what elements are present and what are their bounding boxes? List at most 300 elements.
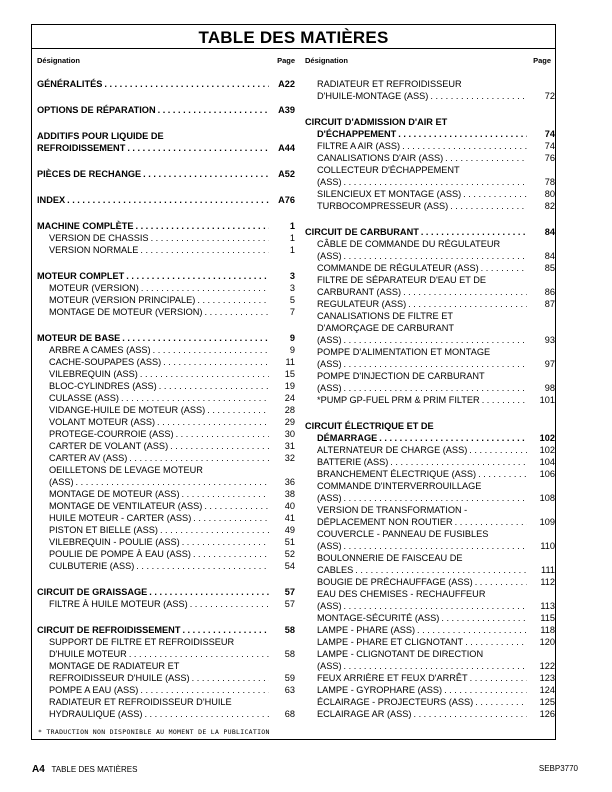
toc-entry <box>37 78 295 90</box>
entry-title: MACHINE COMPLÈTE <box>37 221 134 231</box>
footnote: * TRADUCTION NON DISPONIBLE AU MOMENT DE LA PUBLICATION <box>38 728 270 736</box>
toc-entry <box>305 696 555 708</box>
toc-entry <box>305 684 555 696</box>
page-header: Page <box>533 56 551 65</box>
toc-entry <box>37 500 295 512</box>
dot-leader <box>413 708 527 720</box>
entry-page: 84 <box>544 251 555 261</box>
entry-title: *PUMP GP-FUEL PRM & PRIM FILTER <box>317 395 480 405</box>
footer-code: SEBP3770 <box>538 764 578 773</box>
entry-page: 31 <box>284 441 295 451</box>
toc-entry <box>37 672 295 684</box>
toc-entry <box>305 128 555 140</box>
column-header <box>305 56 555 78</box>
dot-leader <box>470 672 527 684</box>
section-gap <box>37 206 295 220</box>
page-title: TABLE DES MATIÈRES <box>198 28 389 47</box>
entry-page: 59 <box>284 673 295 683</box>
entry-title: ARBRE A CAMES (ASS) <box>49 345 151 355</box>
entry-title: ALTERNATEUR DE CHARGE (ASS) <box>317 445 468 455</box>
dot-leader <box>444 684 527 696</box>
toc-entry <box>305 250 555 262</box>
toc-entry <box>305 286 555 298</box>
toc-entry <box>305 444 555 456</box>
entry-title: LAMPE - PHARE ET CLIGNOTANT <box>317 637 464 647</box>
dot-leader <box>170 440 269 452</box>
entry-title: (ASS) <box>317 359 342 369</box>
dot-leader <box>160 524 269 536</box>
toc-entry <box>305 394 555 406</box>
entry-page: 122 <box>539 661 555 671</box>
entry-page: 41 <box>284 513 295 523</box>
toc-entry <box>37 194 295 206</box>
entry-page: 102 <box>539 433 555 443</box>
entry-page: 9 <box>289 345 295 355</box>
dot-leader <box>355 564 527 576</box>
dot-leader <box>482 394 527 406</box>
dot-leader <box>190 598 269 610</box>
column-header <box>37 56 295 78</box>
entry-page: 113 <box>540 601 555 611</box>
section-gap <box>305 212 555 226</box>
toc-entry <box>305 334 555 346</box>
entry-title-line: LAMPE - CLIGNOTANT DE DIRECTION <box>317 649 484 659</box>
entry-page: 9 <box>289 333 295 343</box>
entry-title: REGULATEUR (ASS) <box>317 299 407 309</box>
dot-leader <box>135 220 269 232</box>
dot-leader <box>182 624 269 636</box>
section-gap <box>37 180 295 194</box>
entry-page: 86 <box>544 287 555 297</box>
toc-entry <box>37 392 295 404</box>
toc-entry <box>305 468 555 480</box>
entry-page: 110 <box>540 541 555 551</box>
entry-title-line: OEILLETONS DE LEVAGE MOTEUR <box>49 465 203 475</box>
entry-title: FEUX ARRIÈRE ET FEUX D'ARRÊT <box>317 673 468 683</box>
toc-entry <box>37 428 295 440</box>
section-gap <box>37 610 295 624</box>
entry-page: 120 <box>539 637 555 647</box>
entry-title: REFROIDISSEUR D'HUILE (ASS) <box>49 673 190 683</box>
entry-title: MONTAGE-SÉCURITÉ (ASS) <box>317 613 440 623</box>
entry-title: POMPE A EAU (ASS) <box>49 685 139 695</box>
entry-page: 111 <box>541 565 555 575</box>
entry-title: CULASSE (ASS) <box>49 393 119 403</box>
entry-title: (ASS) <box>317 493 342 503</box>
toc-entry <box>37 332 295 344</box>
dot-leader <box>136 560 269 572</box>
toc-entry <box>305 576 555 588</box>
section-gap <box>305 406 555 420</box>
left-column <box>37 56 295 720</box>
toc-entry <box>37 684 295 696</box>
entry-page: 123 <box>539 673 555 683</box>
entry-page: 76 <box>544 153 555 163</box>
section-gap <box>37 256 295 270</box>
entry-page: A52 <box>278 169 295 179</box>
entry-title: VILEBREQUIN - POULIE (ASS) <box>49 537 180 547</box>
entry-title-line: CIRCUIT ÉLECTRIQUE ET DE <box>305 421 434 431</box>
dot-leader <box>182 488 270 500</box>
dot-leader <box>127 142 269 154</box>
entry-title: HUILE MOTEUR - CARTER (ASS) <box>49 513 192 523</box>
dot-leader <box>204 500 269 512</box>
toc-entry <box>37 168 295 180</box>
entry-page: 1 <box>289 233 295 243</box>
toc-entry <box>37 524 295 536</box>
entry-title: TURBOCOMPRESSEUR (ASS) <box>317 201 449 211</box>
toc-entry <box>305 200 555 212</box>
dot-leader <box>151 232 269 244</box>
footer-section: TABLE DES MATIÈRES <box>51 765 138 774</box>
entry-title: (ASS) <box>317 177 342 187</box>
entry-title: (ASS) <box>317 251 342 261</box>
entry-title: BOUGIE DE PRÉCHAUFFAGE (ASS) <box>317 577 473 587</box>
toc-entry <box>37 586 295 598</box>
entry-page: 104 <box>539 457 555 467</box>
entry-page: 1 <box>289 245 295 255</box>
entry-page: A22 <box>278 79 295 89</box>
toc-entry <box>37 536 295 548</box>
entry-page: 84 <box>544 227 555 237</box>
entry-title-line: CIRCUIT D'ADMISSION D'AIR ET <box>305 117 448 127</box>
dot-leader <box>193 548 269 560</box>
entry-page: 57 <box>284 599 295 609</box>
entry-title: CIRCUIT DE REFROIDISSEMENT <box>37 625 181 635</box>
dot-leader <box>398 128 527 140</box>
entry-page: 124 <box>539 685 555 695</box>
dot-leader <box>121 392 269 404</box>
entry-title: CIRCUIT DE CARBURANT <box>305 227 419 237</box>
section-gap <box>305 102 555 116</box>
dot-leader <box>193 512 269 524</box>
entry-page: 54 <box>284 561 295 571</box>
entry-title: D'ÉCHAPPEMENT <box>317 129 397 139</box>
dot-leader <box>126 270 269 282</box>
toc-entry <box>305 382 555 394</box>
toc-entry <box>305 516 555 528</box>
entry-title: VILEBREQUIN (ASS) <box>49 369 138 379</box>
dot-leader <box>149 586 269 598</box>
dot-leader <box>207 404 269 416</box>
entry-title: MOTEUR COMPLET <box>37 271 125 281</box>
dot-leader <box>344 600 527 612</box>
dot-leader <box>344 176 527 188</box>
entry-title: REFROIDISSEMENT <box>37 143 126 153</box>
toc-entry <box>37 648 295 660</box>
dot-leader <box>104 78 269 90</box>
entry-title: ÉCLAIRAGE - PROJECTEURS (ASS) <box>317 697 474 707</box>
dot-leader <box>455 516 527 528</box>
entry-title: MOTEUR DE BASE <box>37 333 121 343</box>
entry-page: 29 <box>284 417 295 427</box>
entry-page: 106 <box>539 469 555 479</box>
designation-header: Désignation <box>305 56 348 65</box>
entry-page: 57 <box>284 587 295 597</box>
entry-title: CULBUTERIE (ASS) <box>49 561 135 571</box>
entry-title: MONTAGE DE MOTEUR (ASS) <box>49 489 180 499</box>
entry-title-line: D'AMORÇAGE DE CARBURANT <box>317 323 455 333</box>
entry-page: 101 <box>539 395 555 405</box>
dot-leader <box>140 684 269 696</box>
entry-title-line: COMMANDE D'INTERVERROUILLAGE <box>317 481 482 491</box>
toc-entry <box>37 220 295 232</box>
entry-title-line: POMPE D'INJECTION DE CARBURANT <box>317 371 485 381</box>
dot-leader <box>390 456 527 468</box>
entry-title: PROTEGE-COURROIE (ASS) <box>49 429 174 439</box>
entry-title-line: EAU DES CHEMISES - RECHAUFFEUR <box>317 589 486 599</box>
dot-leader <box>430 90 527 102</box>
entry-title: (ASS) <box>317 601 342 611</box>
entry-title: LAMPE - GYROPHARE (ASS) <box>317 685 443 695</box>
entry-page: 74 <box>544 141 555 151</box>
dot-leader <box>129 648 269 660</box>
entry-page: 125 <box>539 697 555 707</box>
entry-page: 19 <box>284 381 295 391</box>
toc-entry <box>305 90 555 102</box>
toc-entry <box>37 624 295 636</box>
entry-page: 1 <box>289 221 295 231</box>
toc-entry <box>37 344 295 356</box>
entry-page: 58 <box>284 649 295 659</box>
entry-title-line: COUVERCLE - PANNEAU DE FUSIBLES <box>317 529 489 539</box>
entry-title-line: MONTAGE DE RADIATEUR ET <box>49 661 180 671</box>
title-divider <box>32 48 555 49</box>
dot-leader <box>379 432 527 444</box>
dot-leader <box>403 286 527 298</box>
toc-entry <box>37 294 295 306</box>
entry-title: LAMPE - PHARE (ASS) <box>317 625 416 635</box>
entry-title: BATTERIE (ASS) <box>317 457 389 467</box>
entry-page: 102 <box>539 445 555 455</box>
toc-entry <box>37 512 295 524</box>
entry-title: VIDANGE-HUILE DE MOTEUR (ASS) <box>49 405 206 415</box>
entry-page: 36 <box>284 477 295 487</box>
entry-page: 63 <box>284 685 295 695</box>
dot-leader <box>158 104 269 116</box>
entry-page: 115 <box>540 613 555 623</box>
dot-leader <box>159 380 269 392</box>
toc-entry <box>305 140 555 152</box>
dot-leader <box>67 194 269 206</box>
entry-page: 126 <box>539 709 555 719</box>
entry-title: CANALISATIONS D'AIR (ASS) <box>317 153 444 163</box>
toc-entry <box>37 560 295 572</box>
entry-title: SILENCIEUX ET MONTAGE (ASS) <box>317 189 462 199</box>
toc-entry <box>37 306 295 318</box>
toc-entry <box>305 188 555 200</box>
entry-title: (ASS) <box>317 661 342 671</box>
entry-page: 58 <box>284 625 295 635</box>
toc-entry <box>37 404 295 416</box>
dot-leader <box>463 188 527 200</box>
toc-entry <box>305 262 555 274</box>
dot-leader <box>445 152 527 164</box>
dot-leader <box>450 200 527 212</box>
entry-page: 49 <box>284 525 295 535</box>
dot-leader <box>153 344 269 356</box>
dot-leader <box>344 382 527 394</box>
entry-page: 28 <box>284 405 295 415</box>
entry-title: PIÈCES DE RECHANGE <box>37 169 142 179</box>
dot-leader <box>408 298 527 310</box>
dot-leader <box>475 696 527 708</box>
dot-leader <box>475 576 527 588</box>
entry-title: FILTRE À HUILE MOTEUR (ASS) <box>49 599 188 609</box>
entry-title: DÉMARRAGE <box>317 433 378 443</box>
dot-leader <box>421 226 527 238</box>
entry-title: HYDRAULIQUE (ASS) <box>49 709 143 719</box>
toc-entry <box>305 492 555 504</box>
entry-page: 32 <box>284 453 295 463</box>
entry-page: A44 <box>278 143 295 153</box>
dot-leader <box>344 250 527 262</box>
dot-leader <box>144 708 269 720</box>
entry-title: CACHE-SOUPAPES (ASS) <box>49 357 162 367</box>
dot-leader <box>141 282 269 294</box>
toc-entry <box>37 244 295 256</box>
dot-leader <box>344 334 527 346</box>
entry-page: 97 <box>544 359 555 369</box>
entry-title: D'HUILE MOTEUR <box>49 649 127 659</box>
entry-title-line: RADIATEUR ET REFROIDISSEUR <box>317 79 462 89</box>
designation-header: Désignation <box>37 56 80 65</box>
entry-title-line: VERSION DE TRANSFORMATION - <box>317 505 468 515</box>
dot-leader <box>465 636 527 648</box>
dot-leader <box>204 306 269 318</box>
entry-title: OPTIONS DE RÉPARATION <box>37 105 156 115</box>
toc-entry <box>305 540 555 552</box>
toc-entry <box>37 708 295 720</box>
entry-page: 93 <box>544 335 555 345</box>
dot-leader <box>344 358 527 370</box>
entry-title: POULIE DE POMPE À EAU (ASS) <box>49 549 191 559</box>
entry-title: FILTRE A AIR (ASS) <box>317 141 401 151</box>
dot-leader <box>176 428 269 440</box>
entry-title-line: POMPE D'ALIMENTATION ET MONTAGE <box>317 347 491 357</box>
toc-entry <box>37 270 295 282</box>
dot-leader <box>469 444 527 456</box>
section-gap <box>37 116 295 130</box>
dot-leader <box>441 612 527 624</box>
entry-title-line: RADIATEUR ET REFROIDISSEUR D'HUILE <box>49 697 232 707</box>
entry-page: 87 <box>544 299 555 309</box>
entry-title: CARBURANT (ASS) <box>317 287 402 297</box>
page-header: Page <box>277 56 295 65</box>
entry-page: 7 <box>289 307 295 317</box>
entry-page: A76 <box>278 195 295 205</box>
entry-title-line: COLLECTEUR D'ÉCHAPPEMENT <box>317 165 460 175</box>
entry-title: GÉNÉRALITÉS <box>37 79 103 89</box>
footer-page-number: A4 <box>32 764 45 775</box>
entry-title-line: SUPPORT DE FILTRE ET REFROIDISSEUR <box>49 637 235 647</box>
entry-title: INDEX <box>37 195 66 205</box>
entry-title-line: ADDITIFS POUR LIQUIDE DE <box>37 131 164 141</box>
entry-title: CARTER AV (ASS) <box>49 453 128 463</box>
entry-title: COMMANDE DE RÉGULATEUR (ASS) <box>317 263 479 273</box>
entry-page: 38 <box>284 489 295 499</box>
dot-leader <box>192 672 269 684</box>
toc-entry <box>37 368 295 380</box>
dot-leader <box>140 368 269 380</box>
entry-page: 85 <box>544 263 555 273</box>
toc-entry <box>37 476 295 488</box>
entry-page: 52 <box>284 549 295 559</box>
toc-entry <box>37 548 295 560</box>
footer-left <box>32 764 137 775</box>
dot-leader <box>143 168 269 180</box>
dot-leader <box>478 468 527 480</box>
dot-leader <box>481 262 527 274</box>
dot-leader <box>140 244 269 256</box>
toc-entry <box>305 600 555 612</box>
toc-entry <box>305 226 555 238</box>
entry-title: MOTEUR (VERSION PRINCIPALE) <box>49 295 196 305</box>
toc-entry <box>305 672 555 684</box>
toc-entry <box>37 488 295 500</box>
toc-entry <box>37 232 295 244</box>
entry-page: 3 <box>289 271 295 281</box>
entry-page: 24 <box>284 393 295 403</box>
entry-title: CARTER DE VOLANT (ASS) <box>49 441 169 451</box>
entry-title: BLOC-CYLINDRES (ASS) <box>49 381 157 391</box>
entry-title: PISTON ET BIELLE (ASS) <box>49 525 158 535</box>
entry-page: 3 <box>289 283 295 293</box>
toc-entry <box>305 176 555 188</box>
dot-leader <box>197 294 269 306</box>
entry-page: 68 <box>284 709 295 719</box>
entry-title: MONTAGE DE MOTEUR (VERSION) <box>49 307 203 317</box>
toc-entry <box>305 636 555 648</box>
entry-page: 5 <box>289 295 295 305</box>
entry-title-line: CANALISATIONS DE FILTRE ET <box>317 311 453 321</box>
entry-title: DÉPLACEMENT NON ROUTIER <box>317 517 453 527</box>
entry-title: ECLAIRAGE AR (ASS) <box>317 709 412 719</box>
entry-title: MOTEUR (VERSION) <box>49 283 139 293</box>
toc-entry <box>305 152 555 164</box>
toc-entry <box>305 298 555 310</box>
entry-page: 74 <box>544 129 555 139</box>
entry-page: 80 <box>544 189 555 199</box>
toc-entry <box>37 380 295 392</box>
entry-page: A39 <box>278 105 295 115</box>
entry-title-line: BOULONNERIE DE FAISCEAU DE <box>317 553 463 563</box>
entry-page: 11 <box>285 357 295 367</box>
toc-entry <box>37 416 295 428</box>
entry-title: VERSION NORMALE <box>49 245 139 255</box>
entry-title: CABLES <box>317 565 354 575</box>
toc-frame <box>31 24 556 740</box>
section-gap <box>37 154 295 168</box>
entry-page: 118 <box>540 625 555 635</box>
dot-leader <box>344 660 527 672</box>
entry-title: (ASS) <box>49 477 74 487</box>
entry-page: 109 <box>539 517 555 527</box>
toc-entry <box>37 440 295 452</box>
toc-entry <box>305 564 555 576</box>
section-gap <box>37 318 295 332</box>
toc-entry <box>305 708 555 720</box>
section-gap <box>37 90 295 104</box>
entry-page: 51 <box>284 537 295 547</box>
dot-leader <box>344 492 527 504</box>
entry-title: (ASS) <box>317 541 342 551</box>
dot-leader <box>157 416 269 428</box>
entry-page: 78 <box>544 177 555 187</box>
entry-title-line: CÂBLE DE COMMANDE DU RÉGULATEUR <box>317 239 501 249</box>
entry-title: BRANCHEMENT ÉLECTRIQUE (ASS) <box>317 469 477 479</box>
entry-title-line: FILTRE DE SÉPARATEUR D'EAU ET DE <box>317 275 487 285</box>
